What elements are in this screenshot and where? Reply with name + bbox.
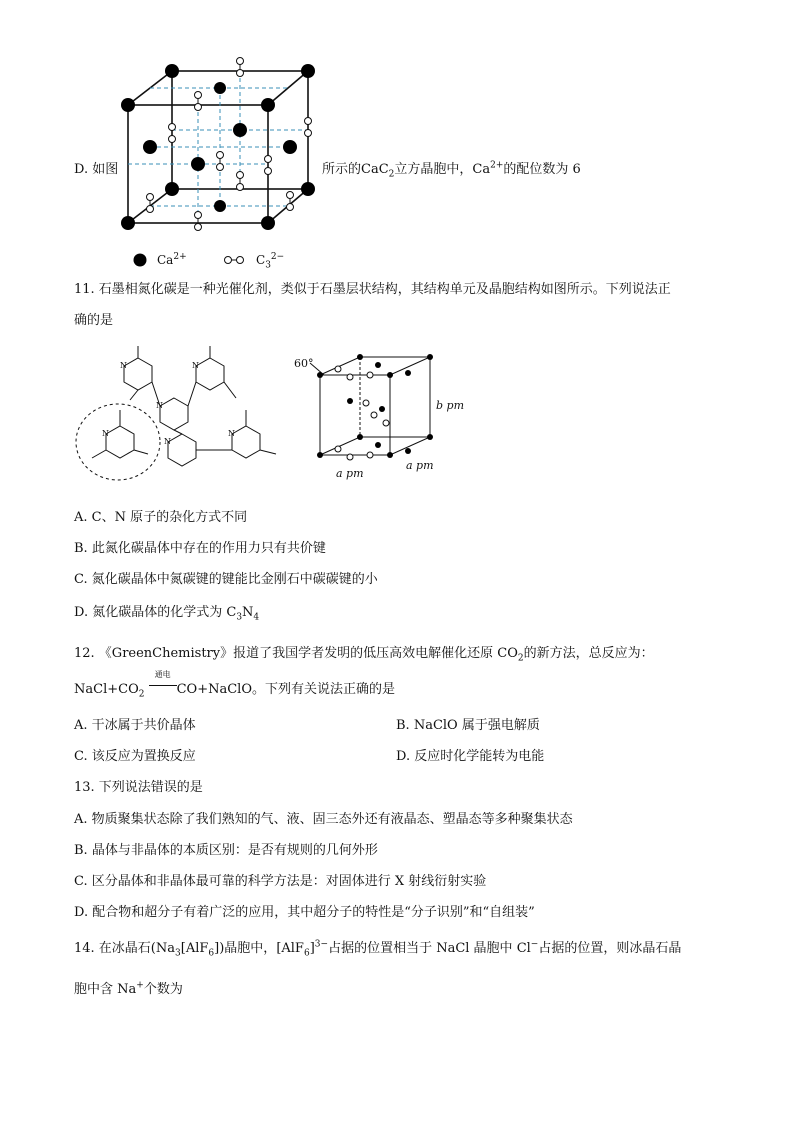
q13-option-d: D. 配合物和超分子有着广泛的应用，其中超分子的特性是“分子识别”和“自组装” bbox=[74, 905, 535, 920]
legend-ca-label: $Ca^{2+}$ bbox=[157, 252, 187, 267]
n-atom-label: N bbox=[192, 361, 199, 370]
q11-option-b: B. 此氮化碳晶体中存在的作用力只有共价键 bbox=[74, 541, 326, 556]
carbon-nitride-structure-figure bbox=[70, 338, 290, 488]
q11-option-d: D. 氮化碳晶体的化学式为 $C_3N_4$ bbox=[74, 605, 260, 623]
angle-label: 60° bbox=[294, 357, 314, 370]
q13-stem: 13. 下列说法错误的是 bbox=[74, 780, 203, 795]
q11-option-c: C. 氮化碳晶体中氮碳键的键能比金刚石中碳碳键的小 bbox=[74, 572, 378, 587]
q10-option-d-label: D. 如图 bbox=[74, 162, 119, 177]
q11-option-a: A. C、N 原子的杂化方式不同 bbox=[74, 510, 248, 525]
a-pm-label-bottom: a pm bbox=[336, 467, 364, 480]
b-pm-label: b pm bbox=[436, 399, 465, 412]
q11-stem-line1: 11. 石墨相氮化碳是一种光催化剂，类似于石墨层状结构，其结构单元及晶胞结构如图所示。下列说法正 bbox=[74, 282, 671, 297]
electrolysis-label: 通电 bbox=[154, 670, 171, 679]
n-atom-label: N bbox=[164, 437, 171, 446]
q14-stem-line1: 14. 在冰晶石$(Na_3[AlF_6])$晶胞中，$[AlF_6]^{3-}$占据的位置相当于 NaCl 晶胞中 Cl−占据的位置，则冰晶石晶 bbox=[74, 939, 682, 959]
q13-option-c: C. 区分晶体和非晶体最可靠的科学方法是：对固体进行 X 射线衍射实验 bbox=[74, 874, 487, 889]
carbon-nitride-unit-cell-figure bbox=[290, 345, 480, 485]
q12-stem: 12. 《GreenChemistry》报道了我国学者发明的低压高效电解催化还原 $CO_2$的新方法，总反应为： bbox=[74, 646, 654, 664]
q12-option-b: B. NaClO 属于强电解质 bbox=[396, 718, 540, 733]
q13-option-a: A. 物质聚集状态除了我们熟知的气、液、固三态外还有液晶态、塑晶态等多种聚集状态 bbox=[74, 812, 573, 827]
q12-option-d: D. 反应时化学能转为电能 bbox=[396, 749, 545, 764]
n-atom-label: N bbox=[228, 429, 235, 438]
q14-stem-line2: 胞中含 Na+个数为 bbox=[74, 980, 183, 997]
q11-stem-line2: 确的是 bbox=[74, 313, 114, 328]
q10-option-d-text: 所示的CaC$_2$立方晶胞中，$Ca^{2+}$的配位数为 6 bbox=[322, 160, 581, 180]
n-atom-label: N bbox=[156, 401, 163, 410]
q12-option-a: A. 干冰属于共价晶体 bbox=[74, 718, 196, 733]
a-pm-label-right: a pm bbox=[406, 459, 434, 472]
q13-option-b: B. 晶体与非晶体的本质区别：是否有规则的几何外形 bbox=[74, 843, 378, 858]
q12-option-c: C. 该反应为置换反应 bbox=[74, 749, 196, 764]
n-atom-label: N bbox=[120, 361, 127, 370]
cac2-unit-cell-figure bbox=[110, 55, 325, 270]
n-atom-label: N bbox=[102, 429, 109, 438]
q12-equation: $NaCl+CO_2$ 通电 CO+NaClO。下列有关说法正确的是 bbox=[74, 670, 396, 700]
legend-c-label: $C_3^{2-}$ bbox=[256, 252, 285, 271]
